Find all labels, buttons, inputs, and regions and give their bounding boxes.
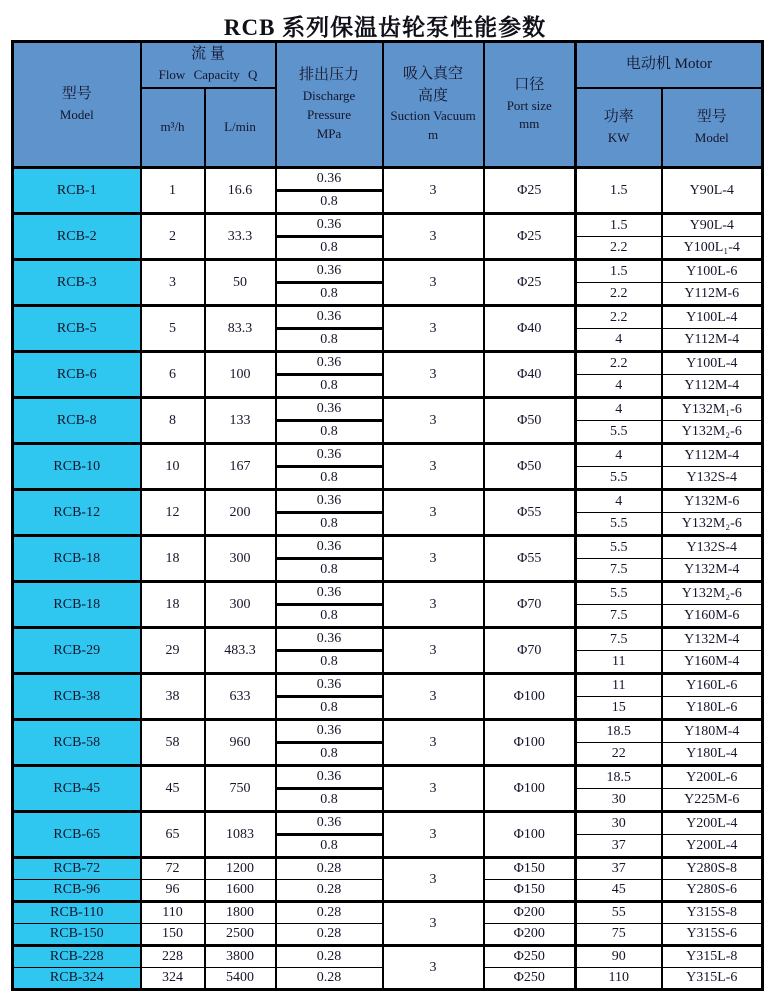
table-row xyxy=(13,858,763,880)
pump-model-cell: RCB-5 xyxy=(13,306,141,352)
discharge-pressure-cell: 0.8 xyxy=(276,237,383,260)
motor-power-cell: 2.2 xyxy=(576,352,662,375)
motor-power-cell: 2.2 xyxy=(576,306,662,329)
col-header-model-en: Model xyxy=(59,106,94,122)
motor-model-cell: Y112M-4 xyxy=(662,375,763,398)
pump-model-cell: RCB-72 xyxy=(13,858,141,880)
motor-power-cell: 75 xyxy=(576,924,662,946)
motor-model-cell: Y132S-4 xyxy=(662,467,763,490)
suction-vacuum-cell: 3 xyxy=(383,858,484,902)
flow-lmin-cell: 2500 xyxy=(205,924,276,946)
flow-m3h-cell: 18 xyxy=(141,536,205,582)
flow-lmin-cell: 633 xyxy=(205,674,276,720)
table-row xyxy=(13,812,763,835)
pump-model-cell: RCB-18 xyxy=(13,536,141,582)
discharge-pressure-cell: 0.28 xyxy=(276,902,383,924)
motor-model-cell: Y100L₁-4 xyxy=(662,237,763,260)
flow-m3h-cell: 3 xyxy=(141,260,205,306)
motor-model-cell: Y180M-4 xyxy=(662,720,763,743)
pressure-header-line: Pressure xyxy=(306,106,352,122)
motor-model-cell: Y180L-6 xyxy=(662,697,763,720)
flow-m3h-cell: 96 xyxy=(141,880,205,902)
vacuum-header-line: Suction Vacuum xyxy=(390,108,476,124)
col-header-flow-zh: 流 量 xyxy=(191,46,225,63)
col-header-flow-en: Flow Capacity Q xyxy=(158,67,258,83)
port-size-cell: Φ200 xyxy=(484,902,576,924)
motor-power-cell: 5.5 xyxy=(576,421,662,444)
suction-vacuum-cell: 3 xyxy=(383,214,484,260)
motor-power-cell: 1.5 xyxy=(576,168,662,214)
port-size-cell: Φ200 xyxy=(484,924,576,946)
flow-m3h-cell: 65 xyxy=(141,812,205,858)
motor-model-cell: Y132M-4 xyxy=(662,628,763,651)
flow-lmin-cell: 167 xyxy=(205,444,276,490)
flow-lmin-cell: 3800 xyxy=(205,946,276,968)
discharge-pressure-cell: 0.36 xyxy=(276,628,383,651)
flow-m3h-cell: 324 xyxy=(141,968,205,990)
discharge-pressure-cell: 0.8 xyxy=(276,697,383,720)
port-size-cell: Φ250 xyxy=(484,968,576,990)
motor-power-cell: 5.5 xyxy=(576,536,662,559)
motor-power-cell: 37 xyxy=(576,835,662,858)
motor-power-cell: 2.2 xyxy=(576,283,662,306)
pump-model-cell: RCB-65 xyxy=(13,812,141,858)
table-row xyxy=(13,582,763,605)
motor-model-cell: Y315L-8 xyxy=(662,946,763,968)
suction-vacuum-cell: 3 xyxy=(383,812,484,858)
motor-power-cell: 15 xyxy=(576,697,662,720)
table-row xyxy=(13,444,763,467)
discharge-pressure-cell: 0.8 xyxy=(276,467,383,490)
motor-power-cell: 11 xyxy=(576,674,662,697)
motor-power-cell: 7.5 xyxy=(576,605,662,628)
motor-model-cell: Y132M₂-6 xyxy=(662,421,763,444)
discharge-pressure-cell: 0.8 xyxy=(276,283,383,306)
col-header-pressure xyxy=(276,42,383,168)
motor-power-cell: 7.5 xyxy=(576,559,662,582)
flow-m3h-cell: 18 xyxy=(141,582,205,628)
suction-vacuum-cell: 3 xyxy=(383,306,484,352)
col-header-lmin xyxy=(205,88,276,168)
flow-lmin-cell: 16.6 xyxy=(205,168,276,214)
discharge-pressure-cell: 0.36 xyxy=(276,674,383,697)
suction-vacuum-cell: 3 xyxy=(383,628,484,674)
suction-vacuum-cell: 3 xyxy=(383,720,484,766)
motor-model-cell: Y90L-4 xyxy=(662,214,763,237)
port-size-cell: Φ25 xyxy=(484,168,576,214)
pump-model-cell: RCB-38 xyxy=(13,674,141,720)
pump-model-cell: RCB-45 xyxy=(13,766,141,812)
flow-m3h-cell: 1 xyxy=(141,168,205,214)
motor-model-cell: Y132M₂-6 xyxy=(662,582,763,605)
pump-model-cell: RCB-10 xyxy=(13,444,141,490)
suction-vacuum-cell: 3 xyxy=(383,536,484,582)
flow-lmin-cell: 133 xyxy=(205,398,276,444)
flow-lmin-cell: 1600 xyxy=(205,880,276,902)
discharge-pressure-cell: 0.36 xyxy=(276,306,383,329)
motor-model-cell: Y112M-4 xyxy=(662,444,763,467)
discharge-pressure-cell: 0.36 xyxy=(276,766,383,789)
flow-m3h-cell: 10 xyxy=(141,444,205,490)
suction-vacuum-cell: 3 xyxy=(383,902,484,946)
motor-model-cell: Y180L-4 xyxy=(662,743,763,766)
flow-lmin-cell: 50 xyxy=(205,260,276,306)
motor-power-cell: 22 xyxy=(576,743,662,766)
flow-lmin-cell: 200 xyxy=(205,490,276,536)
motor-power-cell: 18.5 xyxy=(576,720,662,743)
port-size-cell: Φ100 xyxy=(484,720,576,766)
discharge-pressure-cell: 0.36 xyxy=(276,398,383,421)
pump-model-cell: RCB-58 xyxy=(13,720,141,766)
port-size-cell: Φ50 xyxy=(484,398,576,444)
table-header xyxy=(13,42,763,168)
table-row xyxy=(13,214,763,237)
suction-vacuum-cell: 3 xyxy=(383,674,484,720)
flow-lmin-cell: 83.3 xyxy=(205,306,276,352)
port-header-line: Port size xyxy=(506,97,552,113)
motor-power-cell: 1.5 xyxy=(576,260,662,283)
suction-vacuum-cell: 3 xyxy=(383,490,484,536)
motor-power-cell: 11 xyxy=(576,651,662,674)
motor-model-cell: Y200L-4 xyxy=(662,812,763,835)
motor-model-cell: Y200L-4 xyxy=(662,835,763,858)
motor-power-cell: 18.5 xyxy=(576,766,662,789)
port-size-cell: Φ50 xyxy=(484,444,576,490)
port-size-cell: Φ70 xyxy=(484,582,576,628)
suction-vacuum-cell: 3 xyxy=(383,168,484,214)
discharge-pressure-cell: 0.36 xyxy=(276,352,383,375)
motor-model-cell: Y90L-4 xyxy=(662,168,763,214)
flow-lmin-cell: 1800 xyxy=(205,902,276,924)
flow-m3h-cell: 110 xyxy=(141,902,205,924)
pump-model-cell: RCB-29 xyxy=(13,628,141,674)
motor-model-en: Model xyxy=(694,129,729,145)
table-row xyxy=(13,260,763,283)
suction-vacuum-cell: 3 xyxy=(383,582,484,628)
motor-power-cell: 5.5 xyxy=(576,582,662,605)
discharge-pressure-cell: 0.36 xyxy=(276,444,383,467)
flow-lmin-cell: 100 xyxy=(205,352,276,398)
motor-power-cell: 30 xyxy=(576,789,662,812)
table-row xyxy=(13,674,763,697)
table-row xyxy=(13,946,763,968)
discharge-pressure-cell: 0.36 xyxy=(276,260,383,283)
discharge-pressure-cell: 0.8 xyxy=(276,789,383,812)
flow-m3h-cell: 38 xyxy=(141,674,205,720)
pump-spec-table xyxy=(11,40,764,991)
pump-model-cell: RCB-3 xyxy=(13,260,141,306)
port-size-cell: Φ250 xyxy=(484,946,576,968)
motor-model-cell: Y132M-4 xyxy=(662,559,763,582)
discharge-pressure-cell: 0.36 xyxy=(276,490,383,513)
pump-model-cell: RCB-110 xyxy=(13,902,141,924)
flow-m3h-cell: 29 xyxy=(141,628,205,674)
motor-model-cell: Y112M-4 xyxy=(662,329,763,352)
flow-m3h-cell: 6 xyxy=(141,352,205,398)
motor-model-cell: Y315S-8 xyxy=(662,902,763,924)
motor-power-cell: 1.5 xyxy=(576,214,662,237)
col-header-model-zh: 型号 xyxy=(61,86,92,103)
motor-model-cell: Y132M₂-6 xyxy=(662,513,763,536)
discharge-pressure-cell: 0.36 xyxy=(276,214,383,237)
col-header-motor-group xyxy=(576,42,763,88)
motor-model-cell: Y315L-6 xyxy=(662,968,763,990)
motor-power-cell: 37 xyxy=(576,858,662,880)
discharge-pressure-cell: 0.8 xyxy=(276,329,383,352)
discharge-pressure-cell: 0.36 xyxy=(276,168,383,191)
motor-power-cell: 5.5 xyxy=(576,467,662,490)
flow-lmin-cell: 483.3 xyxy=(205,628,276,674)
col-header-vacuum xyxy=(383,42,484,168)
port-size-cell: Φ100 xyxy=(484,812,576,858)
vacuum-header-line: 高度 xyxy=(418,87,449,104)
discharge-pressure-cell: 0.8 xyxy=(276,835,383,858)
flow-m3h-cell: 12 xyxy=(141,490,205,536)
pump-model-cell: RCB-12 xyxy=(13,490,141,536)
motor-model-cell: Y100L-4 xyxy=(662,306,763,329)
pressure-header-line: MPa xyxy=(316,125,342,141)
motor-power-cell: 90 xyxy=(576,946,662,968)
port-size-cell: Φ100 xyxy=(484,674,576,720)
discharge-pressure-cell: 0.36 xyxy=(276,812,383,835)
motor-power-cell: 4 xyxy=(576,329,662,352)
flow-m3h-cell: 5 xyxy=(141,306,205,352)
pressure-header-line: 排出压力 xyxy=(299,67,360,84)
motor-power-cell: 7.5 xyxy=(576,628,662,651)
suction-vacuum-cell: 3 xyxy=(383,352,484,398)
motor-model-cell: Y280S-6 xyxy=(662,880,763,902)
pump-model-cell: RCB-18 xyxy=(13,582,141,628)
col-header-m3h xyxy=(141,88,205,168)
motor-model-cell: Y100L-6 xyxy=(662,260,763,283)
col-header-flow-group xyxy=(141,42,276,88)
pump-model-cell: RCB-150 xyxy=(13,924,141,946)
pump-model-cell: RCB-324 xyxy=(13,968,141,990)
suction-vacuum-cell: 3 xyxy=(383,946,484,990)
flow-m3h-cell: 228 xyxy=(141,946,205,968)
flow-lmin-cell: 33.3 xyxy=(205,214,276,260)
vacuum-header-line: m xyxy=(427,127,439,143)
flow-m3h-cell: 150 xyxy=(141,924,205,946)
flow-m3h-cell: 72 xyxy=(141,858,205,880)
flow-m3h-cell: 45 xyxy=(141,766,205,812)
pump-model-cell: RCB-6 xyxy=(13,352,141,398)
flow-m3h-cell: 58 xyxy=(141,720,205,766)
discharge-pressure-cell: 0.8 xyxy=(276,375,383,398)
motor-model-cell: Y100L-4 xyxy=(662,352,763,375)
flow-lmin-cell: 300 xyxy=(205,536,276,582)
port-size-cell: Φ25 xyxy=(484,260,576,306)
page-title: RCB 系列保温齿轮泵性能参数 xyxy=(223,15,547,40)
port-size-cell: Φ55 xyxy=(484,536,576,582)
motor-power-cell: 110 xyxy=(576,968,662,990)
pump-model-cell: RCB-8 xyxy=(13,398,141,444)
pump-model-cell: RCB-2 xyxy=(13,214,141,260)
table-row xyxy=(13,352,763,375)
discharge-pressure-cell: 0.8 xyxy=(276,559,383,582)
motor-model-cell: Y132M-6 xyxy=(662,490,763,513)
flow-lmin-cell: 5400 xyxy=(205,968,276,990)
flow-lmin-cell: 1083 xyxy=(205,812,276,858)
m3h-unit-label: m³/h xyxy=(160,118,185,134)
motor-power-cell: 55 xyxy=(576,902,662,924)
suction-vacuum-cell: 3 xyxy=(383,398,484,444)
motor-model-zh: 型号 xyxy=(696,108,727,125)
pressure-header-line: Discharge xyxy=(302,88,356,104)
motor-model-cell: Y280S-8 xyxy=(662,858,763,880)
motor-model-cell: Y132S-4 xyxy=(662,536,763,559)
motor-model-cell: Y112M-6 xyxy=(662,283,763,306)
vacuum-header-line: 吸入真空 xyxy=(403,65,464,82)
port-header-line: 口径 xyxy=(514,76,545,93)
flow-lmin-cell: 750 xyxy=(205,766,276,812)
pump-model-cell: RCB-1 xyxy=(13,168,141,214)
flow-m3h-cell: 8 xyxy=(141,398,205,444)
table-row xyxy=(13,168,763,191)
port-header-line: mm xyxy=(519,116,540,132)
discharge-pressure-cell: 0.28 xyxy=(276,946,383,968)
port-size-cell: Φ55 xyxy=(484,490,576,536)
motor-power-cell: 5.5 xyxy=(576,513,662,536)
discharge-pressure-cell: 0.36 xyxy=(276,720,383,743)
table-row xyxy=(13,628,763,651)
motor-power-cell: 4 xyxy=(576,490,662,513)
motor-power-zh: 功率 xyxy=(603,108,634,125)
discharge-pressure-cell: 0.8 xyxy=(276,651,383,674)
table-row xyxy=(13,720,763,743)
flow-m3h-cell: 2 xyxy=(141,214,205,260)
discharge-pressure-cell: 0.28 xyxy=(276,924,383,946)
motor-power-en: KW xyxy=(607,129,630,145)
header-row-groups xyxy=(13,42,763,88)
motor-group-label: 电动机 Motor xyxy=(625,55,713,72)
lmin-unit-label: L/min xyxy=(224,118,256,134)
discharge-pressure-cell: 0.8 xyxy=(276,421,383,444)
discharge-pressure-cell: 0.28 xyxy=(276,880,383,902)
suction-vacuum-cell: 3 xyxy=(383,444,484,490)
motor-model-cell: Y160M-4 xyxy=(662,651,763,674)
motor-power-cell: 4 xyxy=(576,398,662,421)
pump-model-cell: RCB-96 xyxy=(13,880,141,902)
motor-model-cell: Y200L-6 xyxy=(662,766,763,789)
discharge-pressure-cell: 0.8 xyxy=(276,191,383,214)
discharge-pressure-cell: 0.36 xyxy=(276,582,383,605)
discharge-pressure-cell: 0.36 xyxy=(276,536,383,559)
port-size-cell: Φ150 xyxy=(484,858,576,880)
motor-power-cell: 4 xyxy=(576,375,662,398)
table-row xyxy=(13,902,763,924)
discharge-pressure-cell: 0.8 xyxy=(276,743,383,766)
suction-vacuum-cell: 3 xyxy=(383,766,484,812)
suction-vacuum-cell: 3 xyxy=(383,260,484,306)
port-size-cell: Φ40 xyxy=(484,306,576,352)
table-row xyxy=(13,306,763,329)
discharge-pressure-cell: 0.28 xyxy=(276,968,383,990)
port-size-cell: Φ70 xyxy=(484,628,576,674)
flow-lmin-cell: 1200 xyxy=(205,858,276,880)
pump-table-body xyxy=(13,168,763,990)
motor-power-cell: 30 xyxy=(576,812,662,835)
col-header-port xyxy=(484,42,576,168)
col-header-model xyxy=(13,42,141,168)
pump-model-cell: RCB-228 xyxy=(13,946,141,968)
discharge-pressure-cell: 0.8 xyxy=(276,605,383,628)
table-row xyxy=(13,398,763,421)
motor-model-cell: Y132M₁-6 xyxy=(662,398,763,421)
motor-model-cell: Y315S-6 xyxy=(662,924,763,946)
flow-lmin-cell: 300 xyxy=(205,582,276,628)
discharge-pressure-cell: 0.8 xyxy=(276,513,383,536)
motor-model-cell: Y160M-6 xyxy=(662,605,763,628)
motor-power-cell: 2.2 xyxy=(576,237,662,260)
port-size-cell: Φ100 xyxy=(484,766,576,812)
motor-power-cell: 45 xyxy=(576,880,662,902)
port-size-cell: Φ150 xyxy=(484,880,576,902)
port-size-cell: Φ40 xyxy=(484,352,576,398)
motor-power-cell: 4 xyxy=(576,444,662,467)
motor-model-cell: Y225M-6 xyxy=(662,789,763,812)
table-row xyxy=(13,766,763,789)
table-row xyxy=(13,490,763,513)
discharge-pressure-cell: 0.28 xyxy=(276,858,383,880)
motor-model-cell: Y160L-6 xyxy=(662,674,763,697)
flow-lmin-cell: 960 xyxy=(205,720,276,766)
col-header-motor-power xyxy=(576,88,662,168)
table-row xyxy=(13,536,763,559)
col-header-motor-model xyxy=(662,88,763,168)
port-size-cell: Φ25 xyxy=(484,214,576,260)
